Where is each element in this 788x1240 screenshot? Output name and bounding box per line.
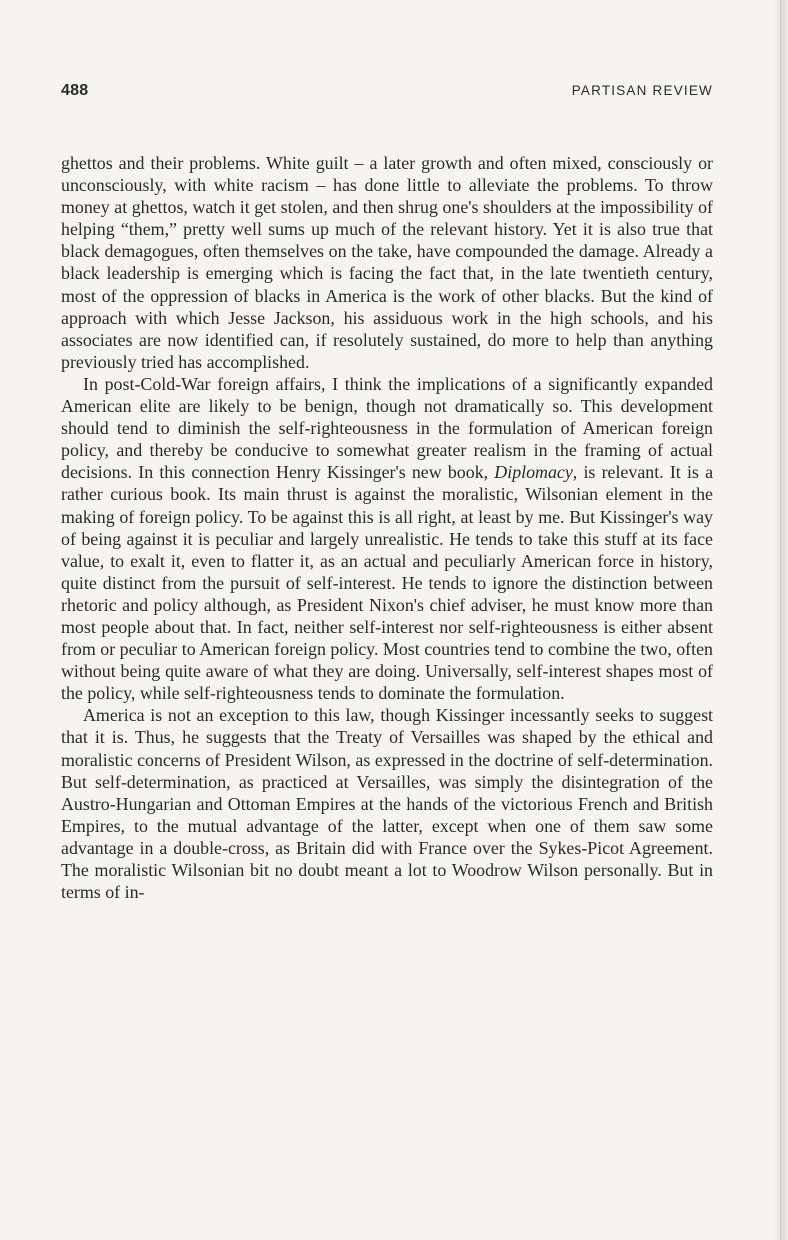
scan-edge-line — [780, 0, 781, 1240]
journal-title: PARTISAN REVIEW — [571, 83, 713, 98]
paragraph-2-text-start: In post-Cold-War foreign affairs, I think the implications of a significantly expanded American elite are likely to be benign, though not dramatically so. This development should tend to diminish the self-righteousness in the formulation of American foreign policy, and thereby be conducive to somewhat greater realism in the framing of actual decisions. In this connection Henry Kissinger's new book, — [61, 373, 713, 483]
page-number: 488 — [61, 82, 89, 99]
paragraph-2 — [61, 373, 713, 704]
book-page — [61, 82, 713, 903]
paragraph-3-text: America is not an exception to this law, though Kissinger incessantly seeks to suggest that it is. Thus, he suggests that the Treaty of Versailles was shaped by the ethical and moralistic concerns of President Wilson, as expressed in the doctrine of self-determination. But self-determination, as practiced at Versailles, was simply the disintegration of the Austro-Hungarian and Ottoman Empires at the hands of the victorious French and British Empires, to the mutual advantage of the latter, except when one of them saw some advantage in a double-cross, as Britain did with France over the Sykes-Picot Agreement. The moralistic Wilsonian bit no doubt meant a lot to Woodrow Wilson personally. But in terms of in- — [61, 705, 713, 903]
paragraph-2-text-end: , is relevant. It is a rather curious book. Its main thrust is against the moralistic, Wilsonian element in the making of foreign policy. To be against this is all right, at least by me. But Kissinger's way of being against it is peculiar and largely unrealistic. He tends to take this stuff at its face value, to exalt it, even to flatter it, as an actual and peculiarly American force in history, quite distinct from the pursuit of self-interest. He tends to ignore the distinction between rhetoric and policy although, as President Nixon's chief adviser, he must know more than most people about that. In fact, neither self-interest nor self-righteousness is either absent from or peculiar to American foreign policy. Most countries tend to combine the two, often without being quite aware of what they are doing. Universally, self-interest shapes most of the policy, while self-righteousness tends to dominate the formulation. — [61, 462, 714, 704]
paragraph-1-text: ghettos and their problems. White guilt – a later growth and often mixed, consciously or unconsciously, with white racism – has done little to alleviate the problems. To throw money at ghettos, watch it get stolen, and then shrug one's shoulders at the impossibility of helping “them,” pretty well sums up much of the relevant history. Yet it is also true that black demagogues, often themselves on the take, have compounded the damage. Already a black leadership is emerging which is facing the fact that, in the late twentieth century, most of the oppression of blacks in America is the work of other blacks. But the kind of approach with which Jesse Jackson, his assiduous work in the high schools, and his associates are now identified can, if resolutely sustained, do more to help than anything previously tried has accomplished. — [61, 153, 713, 372]
paragraph-1 — [61, 152, 713, 373]
scan-edge-shadow — [774, 0, 788, 1240]
running-head — [61, 82, 713, 112]
paragraph-3 — [61, 704, 713, 903]
book-title-diplomacy: Diplomacy — [494, 462, 573, 483]
body-text — [61, 152, 713, 903]
